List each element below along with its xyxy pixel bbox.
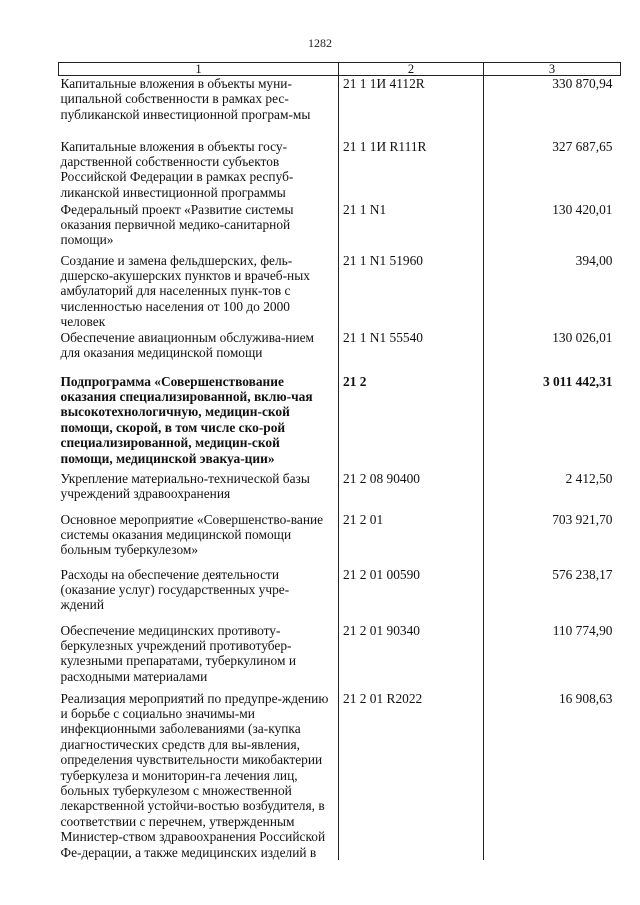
row-amount: 130 420,01 <box>484 202 621 253</box>
row-name: Укрепление материально-технической базы учреждений здравоохранения <box>60 470 310 501</box>
column-header-2: 2 <box>339 63 484 76</box>
row-amount: 576 238,17 <box>484 567 621 623</box>
row-code: 21 1 1И 4112R <box>339 76 484 139</box>
row-code: 21 2 01 00590 <box>339 567 484 623</box>
row-amount: 327 687,65 <box>484 139 621 202</box>
table-row <box>59 623 621 691</box>
row-name: Основное мероприятие «Совершенство-вание системы оказания медицинской помощи больным туберкулезом» <box>60 511 324 558</box>
table-row <box>59 253 621 330</box>
row-amount: 330 870,94 <box>484 76 621 139</box>
table-row <box>59 330 621 374</box>
column-header-1: 1 <box>59 63 339 76</box>
row-code: 21 2 01 90340 <box>339 623 484 691</box>
table-row <box>59 691 621 860</box>
row-code: 21 2 08 90400 <box>339 471 484 512</box>
row-name: Расходы на обеспечение деятельности (оказание услуг) государственных учре-ждений <box>60 566 290 613</box>
row-name: Капитальные вложения в объекты госу-дарственной собственности субъектов Российской Федерации в рамках респуб-ликанской инвестиционной программы <box>60 138 294 200</box>
row-amount: 16 908,63 <box>484 691 621 860</box>
row-name: Реализация мероприятий по предупре-ждению и борьбе с социально значимы-ми инфекционными заболеваниями (за-купка диагностических средств для вы-явления, определения чувствительности микобактерии туберкулеза и мониторин-га лечения лиц, больных туберкулезом с множественной лекарственной устойчи-востью возбудителя, в соответствии с перечнем, утвержденным Министер-ством здравоохранения Российской Фе-дерации, а также медицинских изделий в <box>60 690 329 860</box>
row-code: 21 2 01 R2022 <box>339 691 484 860</box>
table-row <box>59 471 621 512</box>
row-name: Обеспечение авиационным обслужива-нием для оказания медицинской помощи <box>60 329 315 360</box>
table-row <box>59 567 621 623</box>
budget-table <box>58 62 621 860</box>
row-code: 21 1 1И R111R <box>339 139 484 202</box>
row-amount: 703 921,70 <box>484 512 621 567</box>
column-header-3: 3 <box>484 63 621 76</box>
row-code: 21 1 N1 51960 <box>339 253 484 330</box>
row-name: Обеспечение медицинских противоту-беркулезных учреждений противотубер-кулезными препаратами, туберкулином и расходными материалами <box>60 622 296 684</box>
table-row-subprogram <box>59 374 621 471</box>
table-row <box>59 512 621 567</box>
row-amount: 110 774,90 <box>484 623 621 691</box>
row-code: 21 1 N1 <box>339 202 484 253</box>
row-code: 21 1 N1 55540 <box>339 330 484 374</box>
row-amount: 2 412,50 <box>484 471 621 512</box>
row-code: 21 2 <box>339 374 484 471</box>
row-name: Создание и замена фельдшерских, фель-дшерско-акушерских пунктов и врачеб-ных амбулаторий для населенных пунк-тов с численностью населения от 100 до 2000 человек <box>60 252 310 330</box>
row-amount: 3 011 442,31 <box>484 374 621 471</box>
row-name: Капитальные вложения в объекты муни-ципальной собственности в рамках рес-публиканской инвестиционной програм-мы <box>60 76 311 122</box>
page-number: 1282 <box>308 36 332 50</box>
table-row <box>59 202 621 253</box>
row-amount: 130 026,01 <box>484 330 621 374</box>
table-row <box>59 139 621 202</box>
row-code: 21 2 01 <box>339 512 484 567</box>
row-name: Подпрограмма «Совершенствование оказания специализированной, вклю-чая высокотехнологичную, медицин-ской помощи, скорой, в том числе ско-рой специализированной, медицин-ской помощи, медицинской эвакуа-ции» <box>60 373 313 466</box>
row-amount: 394,00 <box>484 253 621 330</box>
row-name: Федеральный проект «Развитие системы оказания первичной медико-санитарной помощи» <box>60 201 294 248</box>
table-header-row <box>59 63 621 76</box>
table-row <box>59 76 621 139</box>
